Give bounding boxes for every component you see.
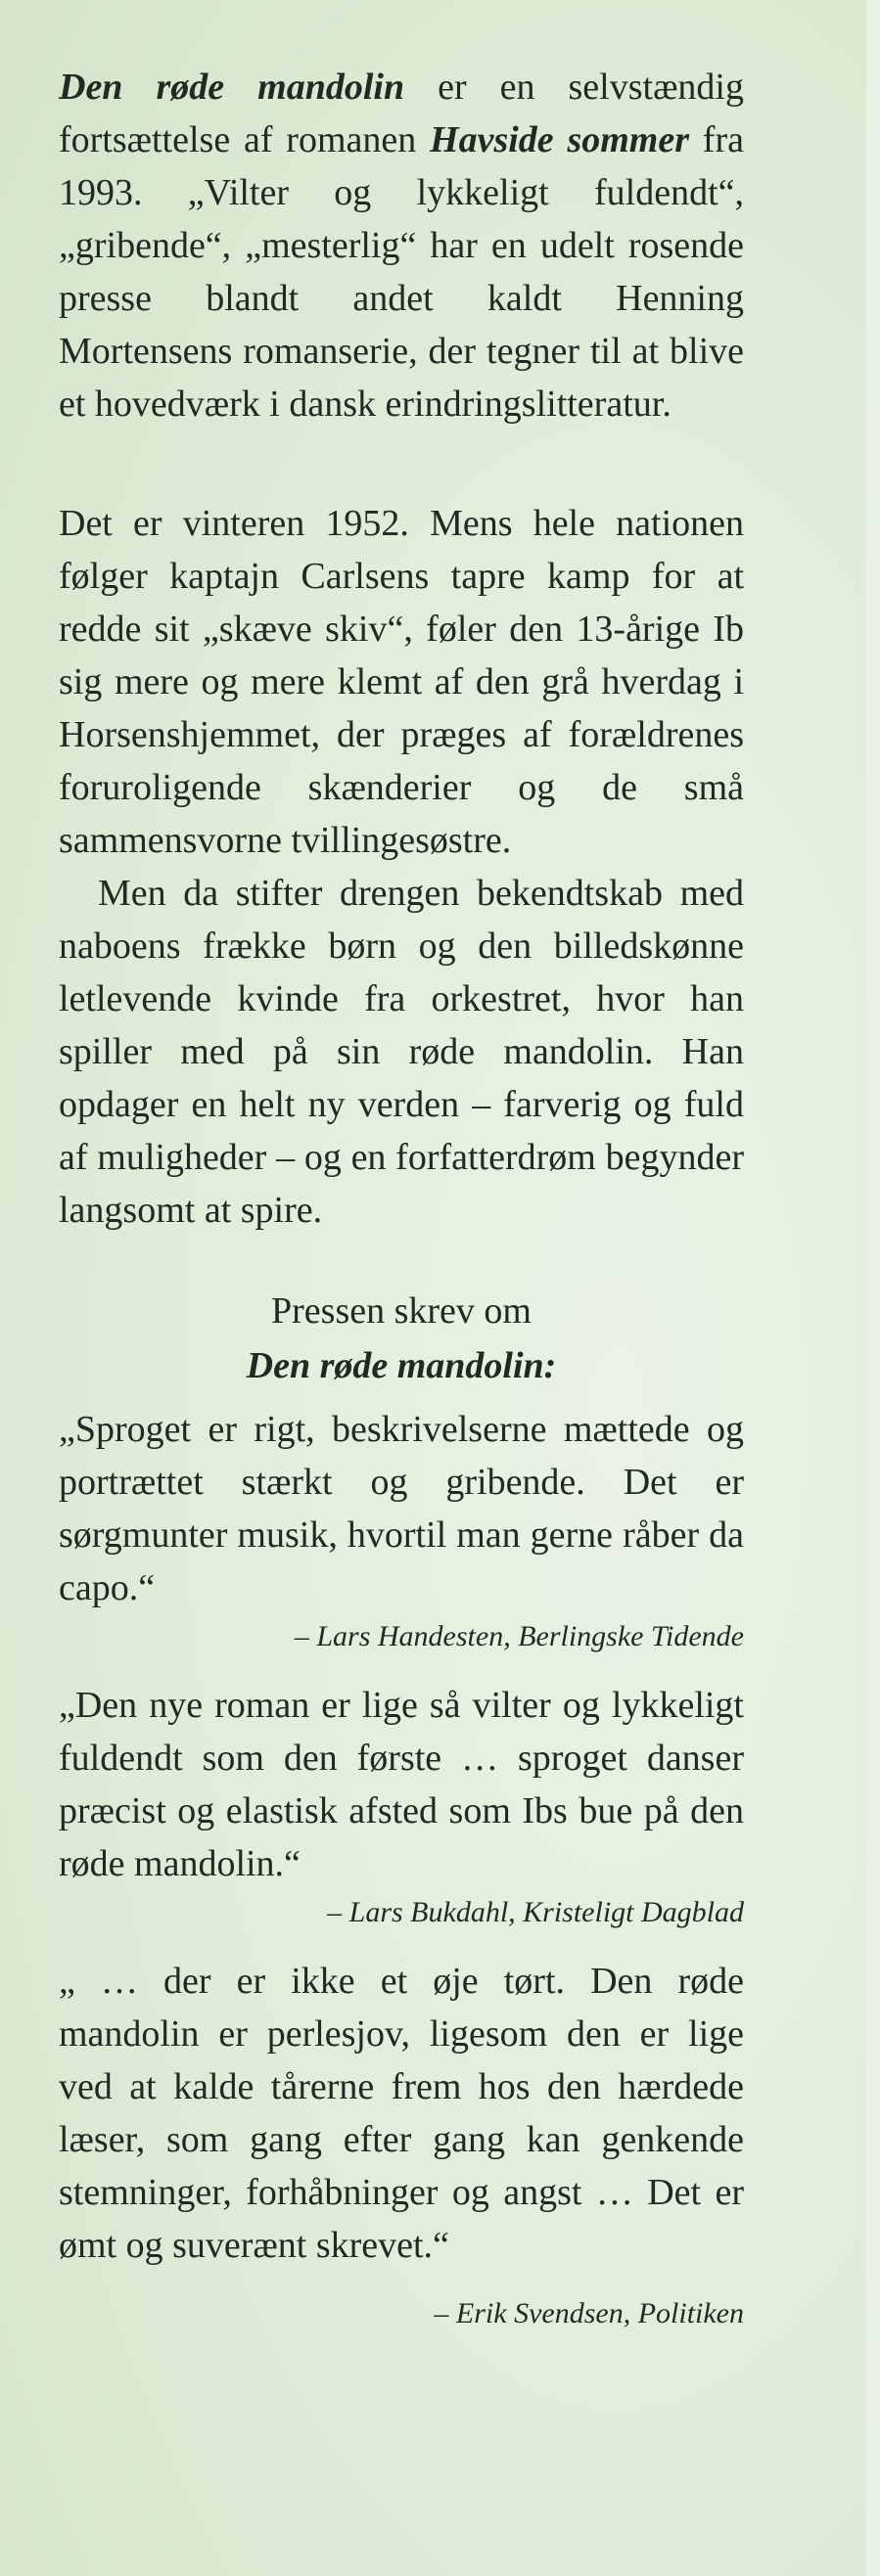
press-heading-title: Den røde mandolin: <box>246 1345 557 1386</box>
review-attribution: – Erik Svendsen, Politiken <box>434 2297 744 2329</box>
story-paragraph-continued: Men da stifter drengen bekendtskab med naboens frække børn og den billedskønne letlevende kvinde fra orkestret, hvor han spiller med på sin røde mandolin. Han opdager en helt ny verden – farverig og fuld af muligheder – og en forfatterdrøm begynder langsomt at spire. <box>59 873 744 1231</box>
press-heading <box>59 1284 744 1393</box>
review-quote: „Sproget er rigt, beskrivelserne mættede og portrættet stærkt og gribende. Det er sørgmunter musik, hvortil man gerne råber da capo.“ <box>59 1409 744 1608</box>
intro-text-a: er en selvstændig fortsættelse af romanen <box>59 67 744 160</box>
book-title: Den røde mandolin <box>59 67 405 108</box>
intro-text-b: fra 1993. „Vilter og lykkeligt fuldendt“, „gribende“, „mesterlig“ har en udelt rosende presse blandt andet kaldt Henning Mortensens romanserie, der tegner til at blive et hovedværk i dansk erindringslitteratur. <box>59 119 744 425</box>
intro-paragraph <box>59 61 744 430</box>
review-attribution: – Lars Bukdahl, Kristeligt Dagblad <box>327 1896 744 1928</box>
review-attribution: – Lars Handesten, Berlingske Tidende <box>294 1620 744 1652</box>
review-quote: „Den nye roman er lige så vilter og lykkeligt fuldendt som den første … sproget danser præcist og elastisk afsted som Ibs bue på den røde mandolin.“ <box>59 1685 744 1884</box>
flap-text <box>59 61 744 2334</box>
prior-novel-title: Havside sommer <box>430 119 690 160</box>
story-paragraph: Det er vinteren 1952. Mens hele nationen følger kaptajn Carlsens tapre kamp for at redde sit „skæve skiv“, føler den 13-årige Ib sig mere og mere klemt af den grå hverdag i Horsenshjemmet, der præges af forældrenes foruroligende skænderier og de små sammensvorne tvillingesøstre. <box>59 503 744 861</box>
press-heading-line: Pressen skrev om <box>271 1290 532 1332</box>
review-quote: „ … der er ikke et øje tørt. Den røde mandolin er perlesjov, ligesom den er lige ved at kalde tårerne frem hos den hærdede læser, som gang efter gang kan genkende stemninger, forhåbninger og angst … Det er ømt og suverænt skrevet.“ <box>59 1961 744 2266</box>
flap-edge-strip <box>866 0 880 2576</box>
